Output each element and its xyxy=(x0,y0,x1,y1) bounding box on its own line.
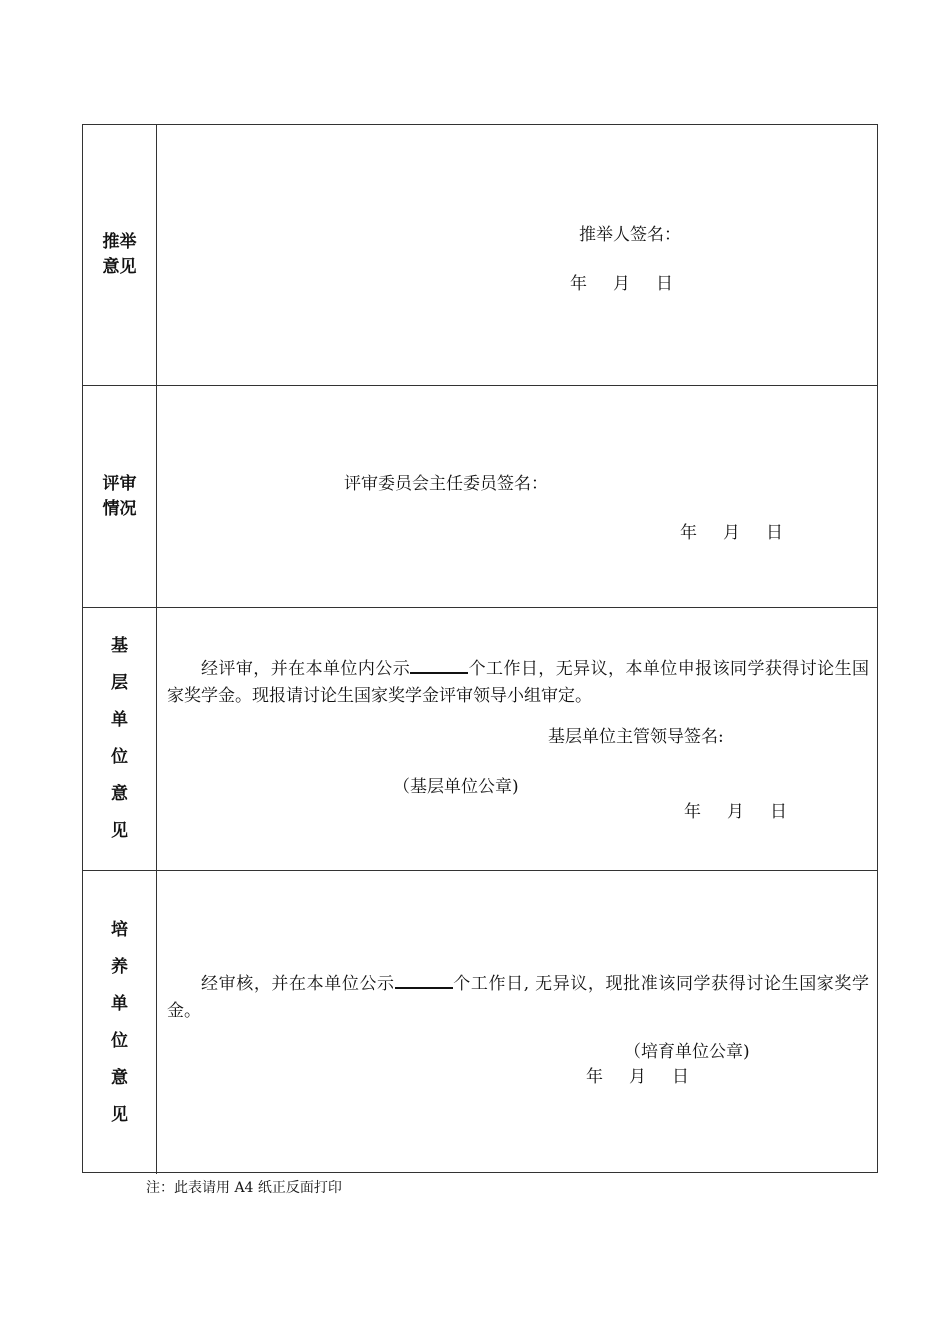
grassroots-seal-label: （基层单位公章) xyxy=(393,777,519,797)
committee-chair-signature-label: 评审委员会主任委员签名： xyxy=(344,474,548,494)
print-note: 注：此表请用 A4 纸正反面打印 xyxy=(146,1180,342,1196)
opinion-form-table xyxy=(82,124,878,1173)
training-unit-content xyxy=(157,871,877,1174)
grassroots-unit-content xyxy=(157,608,877,870)
review-date: 年 月 日 xyxy=(680,523,783,543)
grassroots-unit-row xyxy=(83,608,877,871)
training-unit-label: 培 养 单 位 意 见 xyxy=(83,871,157,1174)
grassroots-leader-signature-label: 基层单位主管领导签名: xyxy=(548,727,724,747)
training-opinion-text: 经审核，并在本单位公示 个工作日, 无异议，现批准该同学获得讨论生国家奖学金。 xyxy=(167,974,870,1021)
review-content xyxy=(157,386,877,607)
recommend-content xyxy=(157,125,877,385)
publicity-days-blank xyxy=(395,973,453,989)
training-date: 年 月 日 xyxy=(586,1067,689,1087)
grassroots-opinion-text: 经评审，并在本单位内公示 个工作日，无异议，本单位申报该同学获得讨论生国家奖学金。现报请讨论生国家奖学金评审领导小组审定。 xyxy=(167,659,870,706)
training-seal-label: （培育单位公章) xyxy=(624,1042,750,1062)
recommend-row xyxy=(83,125,877,386)
grassroots-unit-label: 基 层 单 位 意 见 xyxy=(83,608,157,870)
recommender-signature-label: 推举人签名： xyxy=(579,225,681,245)
review-row xyxy=(83,386,877,608)
training-unit-row xyxy=(83,871,877,1174)
review-label: 评审 情况 xyxy=(83,386,157,607)
recommend-label: 推举 意见 xyxy=(83,125,157,385)
recommend-date: 年 月 日 xyxy=(570,274,673,294)
grassroots-date: 年 月 日 xyxy=(684,802,787,822)
publicity-days-blank xyxy=(410,658,468,674)
